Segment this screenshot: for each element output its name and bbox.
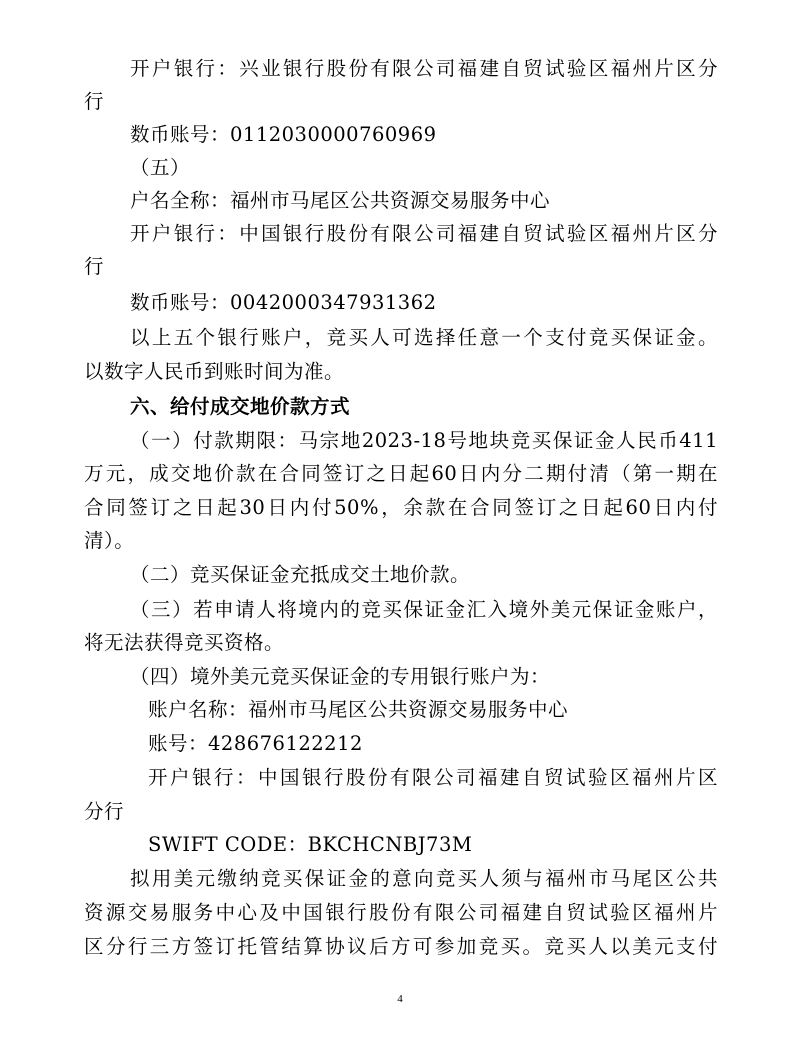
text-line: 账户名称：福州市马尾区公共资源交易服务中心 bbox=[148, 698, 569, 721]
text-line: 开户银行：兴业银行股份有限公司福建自贸试验区福州片区分 bbox=[130, 57, 718, 80]
text-line: 资源交易服务中心及中国银行股份有限公司福建自贸试验区福州片 bbox=[84, 901, 718, 924]
text-line: 行 bbox=[84, 90, 105, 113]
text-line: （三）若申请人将境内的竞买保证金汇入境外美元保证金账户， bbox=[130, 598, 718, 621]
text-line: 清）。 bbox=[84, 529, 135, 552]
section-heading: 六、给付成交地价款方式 bbox=[130, 395, 351, 418]
text-line: 数币账号：0042000347931362 bbox=[130, 291, 437, 314]
text-line: 以上五个银行账户，竞买人可选择任意一个支付竞买保证金。 bbox=[130, 326, 718, 349]
text-line: 数币账号：0112030000760969 bbox=[130, 123, 437, 146]
text-line: （二）竞买保证金充抵成交土地价款。 bbox=[130, 563, 471, 586]
text-line: 户名全称：福州市马尾区公共资源交易服务中心 bbox=[130, 189, 551, 212]
text-line: 开户银行：中国银行股份有限公司福建自贸试验区福州片区分 bbox=[130, 222, 718, 245]
text-line: SWIFT CODE：BKCHCNBJ73M bbox=[148, 833, 473, 856]
text-line: 将无法获得竞买资格。 bbox=[84, 631, 285, 654]
text-line: 区分行三方签订托管结算协议后方可参加竞买。竞买人以美元支付 bbox=[84, 935, 718, 958]
text-line: 账号：428676122212 bbox=[148, 732, 363, 755]
text-line: 以数字人民币到账时间为准。 bbox=[84, 360, 345, 383]
text-line: 拟用美元缴纳竞买保证金的意向竞买人须与福州市马尾区公共 bbox=[130, 867, 718, 890]
text-line: 万元，成交地价款在合同签订之日起60日内分二期付清（第一期在 bbox=[84, 462, 718, 485]
text-line: 分行 bbox=[84, 800, 125, 823]
text-line: 开户银行：中国银行股份有限公司福建自贸试验区福州片区 bbox=[148, 766, 718, 789]
text-line: （四）境外美元竞买保证金的专用银行账户为： bbox=[130, 665, 551, 688]
text-line: （五） bbox=[130, 156, 191, 179]
text-line: 合同签订之日起30日内付50%，余款在合同签订之日起60日内付 bbox=[84, 496, 718, 519]
text-line: （一）付款期限：马宗地2023-18号地块竞买保证金人民币411 bbox=[130, 429, 718, 452]
page-number: 4 bbox=[397, 993, 403, 1005]
text-line: 行 bbox=[84, 255, 105, 278]
